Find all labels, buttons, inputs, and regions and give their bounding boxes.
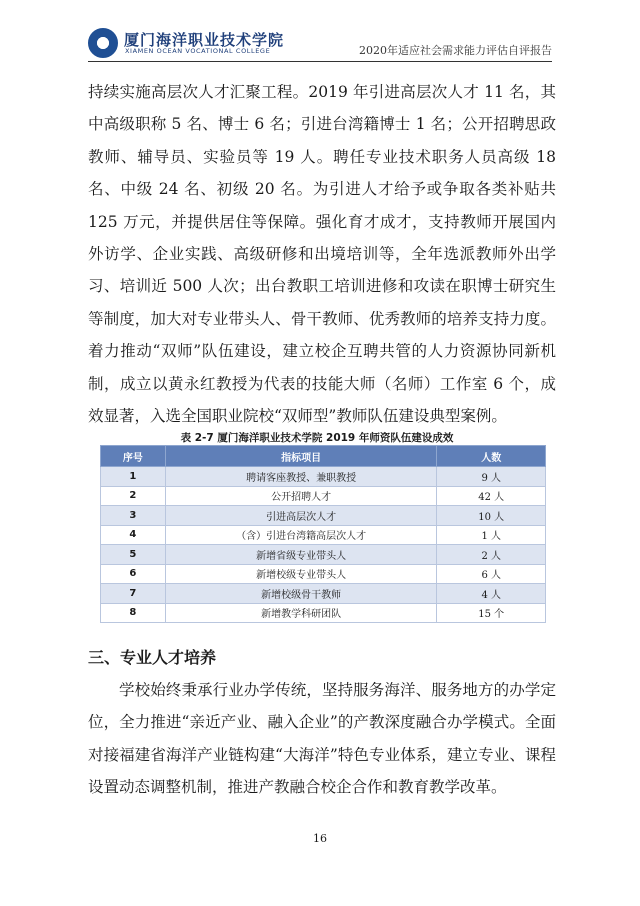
header-indicator: 指标项目: [165, 446, 437, 467]
page-header: [88, 26, 552, 60]
row-indicator: 新增校级专业带头人: [165, 564, 437, 584]
table-row: [101, 545, 546, 565]
row-count: 2 人: [437, 545, 546, 565]
table-row: [101, 486, 546, 506]
header-serial: 序号: [101, 446, 166, 467]
table-row: [101, 467, 546, 487]
paragraph-talent-recruitment: 持续实施高层次人才汇聚工程。2019 年引进高层次人才 11 名，其中高级职称 5 名、博士 6 名；引进台湾籍博士 1 名；公开招聘思政教师、辅导员、实验员等 19 人。聘任专业技术职务人员高级 18 名、中级 24 名、初级 20 名。为引进人才给予或争取各类补贴共 125 万元，并提供居住等保障。强化育才成才，支持教师开展国内外访学、企业实践、高级研修和出境培训等，全年选派教师外出学习、培训近 500 人次；出台教职工培训进修和攻读在职博士研究生等制度，加大对专业带头人、骨干教师、优秀教师的培养支持力度。着力推动“双师”队伍建设，建立校企互聘共管的人力资源协同新机制，成立以黄永红教授为代表的技能大师（名师）工作室 6 个，成效显著，入选全国职业院校“双师型”教师队伍建设典型案例。: [88, 83, 556, 426]
row-serial: 1: [101, 467, 166, 487]
row-serial: 7: [101, 584, 166, 604]
table-row: [101, 564, 546, 584]
table-row: [101, 506, 546, 526]
header-count: 人数: [437, 446, 546, 467]
row-count: 15 个: [437, 603, 546, 623]
table-caption: 表 2-7 厦门海洋职业技术学院 2019 年师资队伍建设成效: [180, 432, 454, 444]
row-indicator: 新增省级专业带头人: [165, 545, 437, 565]
row-indicator: 新增校级骨干教师: [165, 584, 437, 604]
page-number: 16: [313, 832, 327, 845]
row-count: 1 人: [437, 525, 546, 545]
paragraph-talent-cultivation: 学校始终秉承行业办学传统，坚持服务海洋、服务地方的办学定位，全力推进“亲近产业、融入企业”的产教深度融合办学模式。全面对接福建省海洋产业链构建“大海洋”特色专业体系，建立专业、课程设置动态调整机制，推进产教融合校企合作和教育教学改革。: [88, 681, 556, 797]
row-count: 4 人: [437, 584, 546, 604]
row-serial: 8: [101, 603, 166, 623]
row-indicator: 聘请客座教授、兼职教授: [165, 467, 437, 487]
row-indicator: （含）引进台湾籍高层次人才: [165, 525, 437, 545]
row-serial: 6: [101, 564, 166, 584]
row-serial: 2: [101, 486, 166, 506]
college-name-cn: 厦门海洋职业技术学院: [124, 31, 285, 49]
row-serial: 3: [101, 506, 166, 526]
table-row: [101, 603, 546, 623]
row-count: 9 人: [437, 467, 546, 487]
table-row: [101, 584, 546, 604]
college-emblem-icon: [88, 28, 118, 58]
header-divider: [88, 61, 552, 62]
college-name-en: XIAMEN OCEAN VOCATIONAL COLLEGE: [125, 47, 271, 55]
row-count: 6 人: [437, 564, 546, 584]
faculty-achievement-table: [100, 445, 546, 623]
row-serial: 5: [101, 545, 166, 565]
row-count: 42 人: [437, 486, 546, 506]
row-indicator: 引进高层次人才: [165, 506, 437, 526]
row-serial: 4: [101, 525, 166, 545]
row-indicator: 新增教学科研团队: [165, 603, 437, 623]
row-indicator: 公开招聘人才: [165, 486, 437, 506]
table-header-row: [101, 446, 546, 467]
report-title: 2020年适应社会需求能力评估自评报告: [359, 44, 552, 57]
section-heading: 三、专业人才培养: [88, 648, 217, 667]
row-count: 10 人: [437, 506, 546, 526]
table-row: [101, 525, 546, 545]
